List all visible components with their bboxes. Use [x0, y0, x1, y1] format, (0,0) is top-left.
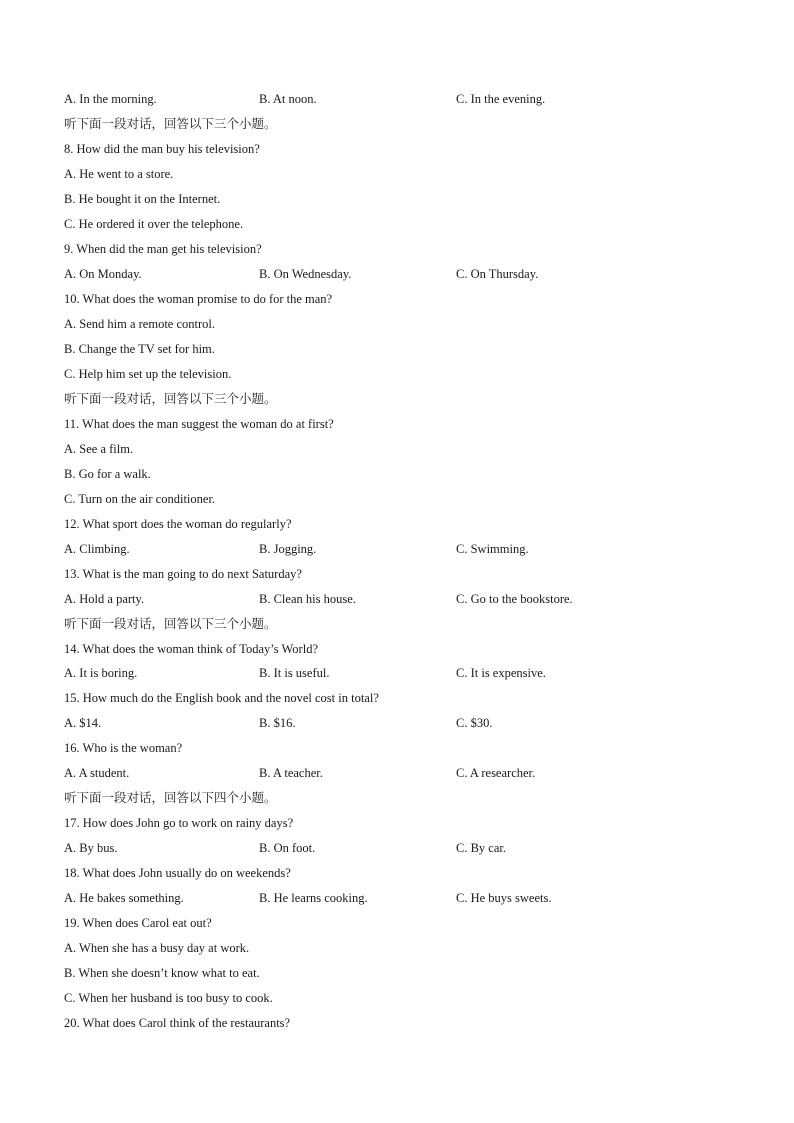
option-c: C. By car. — [456, 841, 506, 855]
option-b: B. A teacher. — [259, 766, 323, 780]
question-8: 8. How did the man buy his television? — [64, 142, 260, 156]
option-a: A. Climbing. — [64, 542, 130, 556]
option-a: A. By bus. — [64, 841, 118, 855]
option-b: B. On foot. — [259, 841, 316, 855]
section-instruction: 听下面一段对话，回答以下三个小题。 — [64, 616, 277, 631]
option-c: C. When her husband is too busy to cook. — [64, 991, 273, 1005]
question-20: 20. What does Carol think of the restaurants? — [64, 1016, 291, 1030]
option-a: A. In the morning. — [64, 92, 157, 106]
option-a: A. See a film. — [64, 442, 134, 456]
option-b: B. Clean his house. — [259, 592, 356, 606]
option-a: A. A student. — [64, 766, 130, 780]
option-b: B. He learns cooking. — [259, 891, 368, 905]
question-18: 18. What does John usually do on weekends? — [64, 866, 291, 880]
option-b: B. $16. — [259, 716, 296, 730]
question-19: 19. When does Carol eat out? — [64, 916, 212, 930]
option-a: A. He bakes something. — [64, 891, 184, 905]
option-b: B. Jogging. — [259, 542, 317, 556]
option-b: B. He bought it on the Internet. — [64, 192, 221, 206]
question-13: 13. What is the man going to do next Saturday? — [64, 567, 302, 581]
option-a: A. When she has a busy day at work. — [64, 941, 250, 955]
section-instruction: 听下面一段对话，回答以下三个小题。 — [64, 391, 277, 406]
option-c: C. Help him set up the television. — [64, 367, 232, 381]
question-12: 12. What sport does the woman do regularly? — [64, 517, 292, 531]
option-c: C. He buys sweets. — [456, 891, 552, 905]
option-c: C. A researcher. — [456, 766, 536, 780]
option-b: B. Go for a walk. — [64, 467, 151, 481]
option-a: A. He went to a store. — [64, 167, 174, 181]
section-instruction: 听下面一段对话，回答以下四个小题。 — [64, 790, 277, 805]
question-11: 11. What does the man suggest the woman do at first? — [64, 417, 334, 431]
option-c: C. Swimming. — [456, 542, 529, 556]
option-b: B. At noon. — [259, 92, 317, 106]
question-16: 16. Who is the woman? — [64, 741, 183, 755]
option-c: C. Go to the bookstore. — [456, 592, 573, 606]
option-c: C. It is expensive. — [456, 666, 546, 680]
option-c: C. He ordered it over the telephone. — [64, 217, 244, 231]
option-c: C. $30. — [456, 716, 493, 730]
question-15: 15. How much do the English book and the novel cost in total? — [64, 691, 379, 705]
option-a: A. $14. — [64, 716, 102, 730]
option-a: A. It is boring. — [64, 666, 138, 680]
option-c: C. On Thursday. — [456, 267, 539, 281]
option-a: A. On Monday. — [64, 267, 142, 281]
option-b: B. It is useful. — [259, 666, 330, 680]
option-c: C. Turn on the air conditioner. — [64, 492, 216, 506]
option-c: C. In the evening. — [456, 92, 546, 106]
option-a: A. Send him a remote control. — [64, 317, 216, 331]
option-a: A. Hold a party. — [64, 592, 145, 606]
question-10: 10. What does the woman promise to do for the man? — [64, 292, 333, 306]
question-17: 17. How does John go to work on rainy days? — [64, 816, 294, 830]
question-14: 14. What does the woman think of Today’s World? — [64, 642, 318, 656]
option-b: B. When she doesn’t know what to eat. — [64, 966, 260, 980]
section-instruction: 听下面一段对话，回答以下三个小题。 — [64, 116, 277, 131]
option-b: B. On Wednesday. — [259, 267, 352, 281]
question-9: 9. When did the man get his television? — [64, 242, 262, 256]
option-b: B. Change the TV set for him. — [64, 342, 215, 356]
